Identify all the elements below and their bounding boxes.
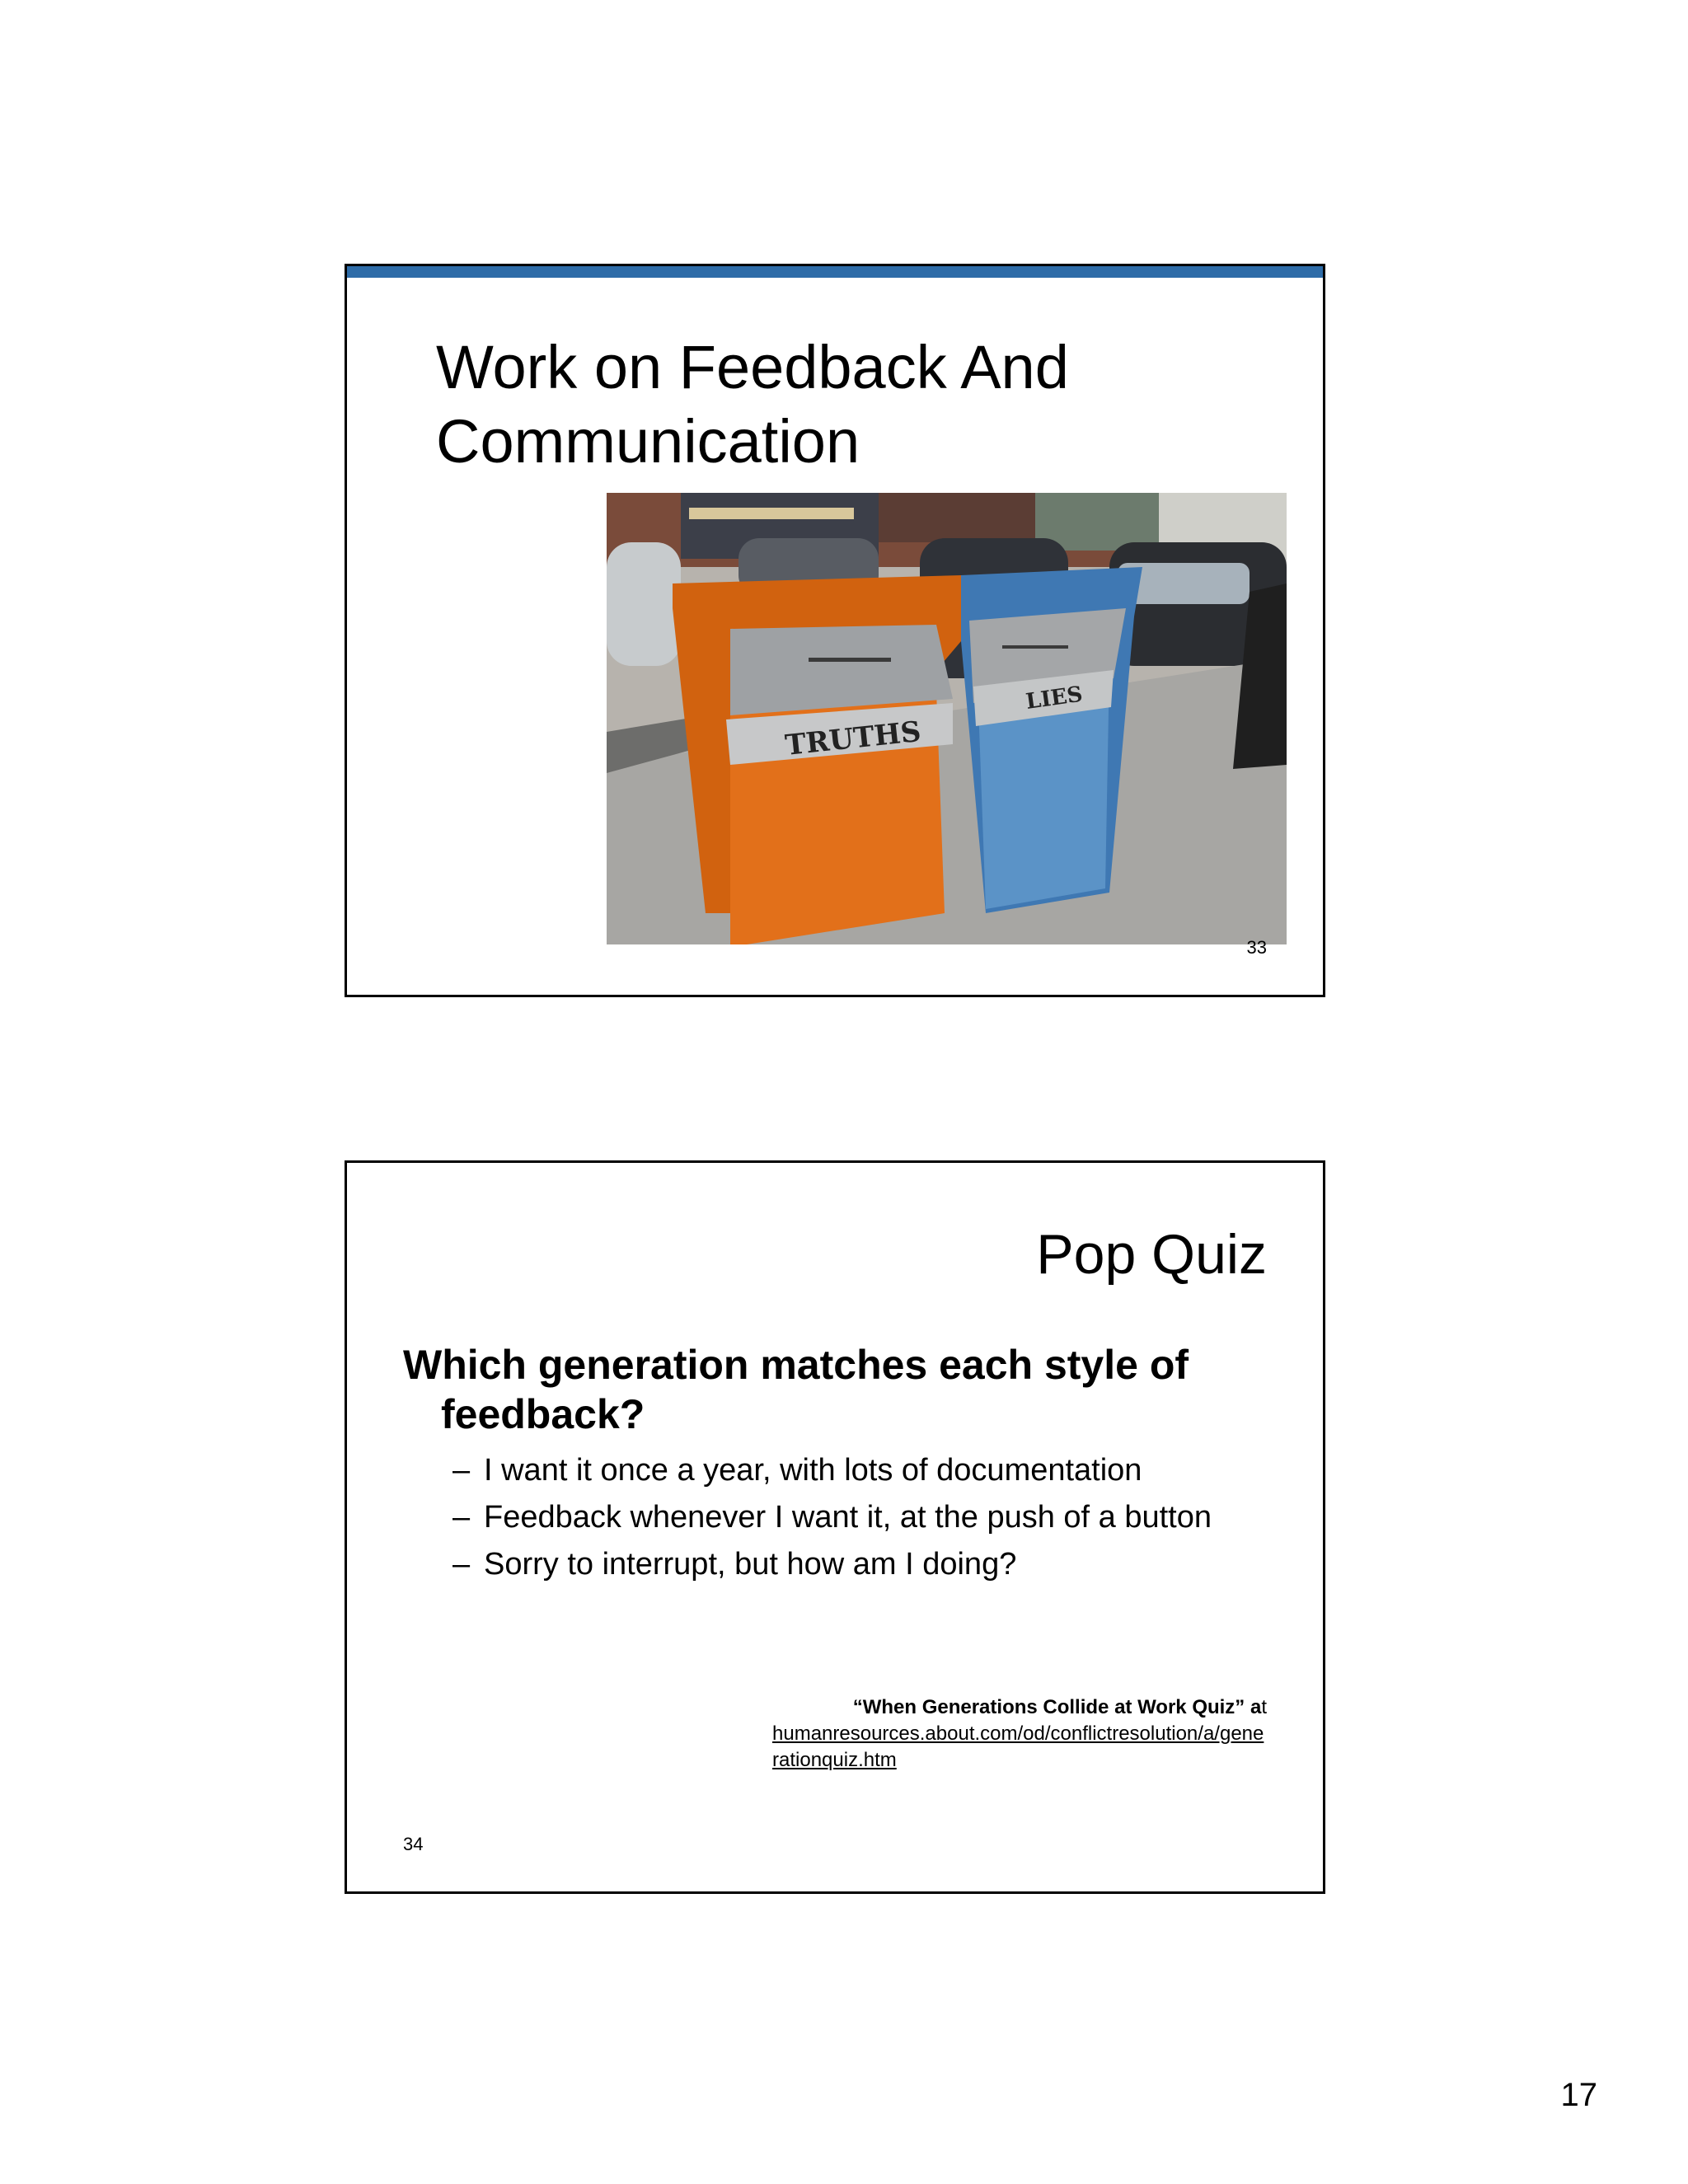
dash-bullet: – [452,1500,471,1535]
list-item: – Sorry to interrupt, but how am I doing? [452,1541,1293,1588]
slide-34 [345,1160,1325,1894]
slide-accent-bar [347,266,1323,278]
truths-lies-bins-photo [607,493,1287,944]
citation [756,1694,1267,1774]
bin-label-truths: TRUTHS [783,715,923,762]
list-item: – Feedback whenever I want it, at the push of a button [452,1494,1293,1541]
list-item: – I want it once a year, with lots of documentation [452,1447,1293,1494]
citation-title: “When Generations Collide at Work Quiz” a [852,1696,1262,1718]
page-number: 17 [1560,2077,1597,2113]
dash-bullet: – [452,1453,471,1488]
slide-33 [345,264,1325,997]
answer-list [452,1447,1293,1588]
quiz-question: Which generation matches each style of feedback? [403,1342,1189,1437]
slide-number: 34 [403,1834,424,1854]
citation-link[interactable]: humanresources.about.com/od/conflictresolution/a/generationquiz.htm [772,1722,1264,1771]
slide-title: Work on Feedback And Communication [436,333,1069,476]
dash-bullet: – [452,1547,471,1582]
citation-suffix: t [1261,1696,1267,1718]
slide-title: Pop Quiz [1036,1223,1267,1286]
bin-label-lies: LIES [1024,682,1085,715]
slide-number: 33 [1246,937,1267,958]
